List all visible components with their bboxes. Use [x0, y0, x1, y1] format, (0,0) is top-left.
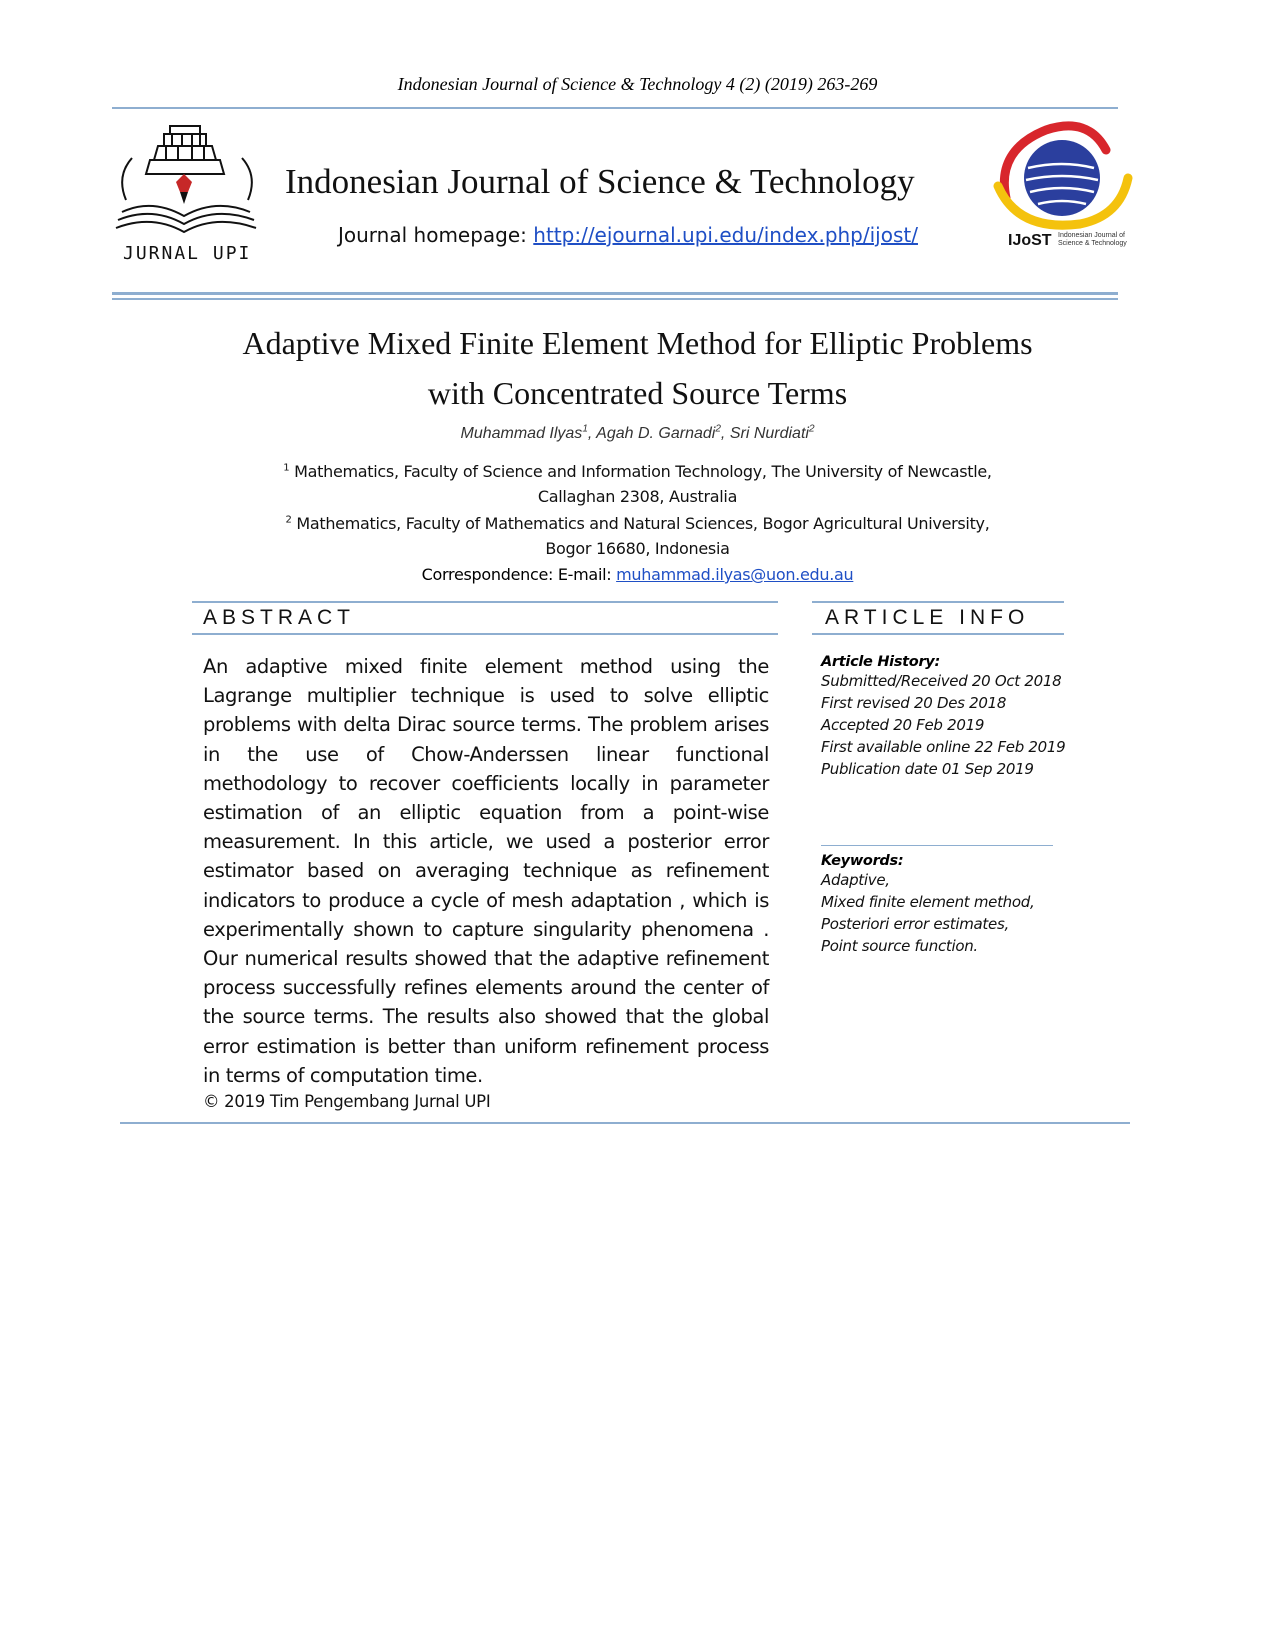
homepage-link[interactable]: http://ejournal.upi.edu/index.php/ijost/: [533, 223, 918, 247]
author: [730, 425, 815, 442]
correspondence: [0, 565, 1275, 584]
history-item: Submitted/Received 20 Oct 2018: [821, 672, 1062, 690]
affiliation-2: [0, 514, 1275, 558]
running-head: Indonesian Journal of Science & Technology 4 (2) (2019) 263-269: [397, 74, 878, 94]
author-sup: 2: [808, 424, 815, 435]
homepage-label: Journal homepage:: [338, 223, 534, 247]
affiliation-text: Mathematics, Faculty of Science and Information Technology, The University of Newcastle,: [294, 462, 992, 481]
affiliation-1-line2: Callaghan 2308, Australia: [537, 487, 738, 506]
history-item: First revised 20 Des 2018: [821, 694, 1007, 712]
history-item: Publication date 01 Sep 2019: [821, 760, 1034, 778]
keyword-item: Point source function.: [821, 937, 978, 955]
copyright-notice: © 2019 Tim Pengembang Jurnal UPI: [203, 1092, 491, 1111]
author-sep: ,: [720, 425, 730, 443]
article-info-bottom-rule: [812, 633, 1064, 635]
keywords: [821, 853, 1034, 957]
abstract-top-rule: [192, 601, 778, 603]
history-item: Accepted 20 Feb 2019: [821, 716, 985, 734]
keywords-rule: [821, 845, 1053, 846]
affiliation-text: Mathematics, Faculty of Mathematics and Natural Sciences, Bogor Agricultural University,: [296, 514, 990, 533]
article-info-heading: ARTICLE INFO: [825, 606, 1030, 629]
author-sup: 2: [715, 424, 721, 435]
author-name: Agah D. Garnadi: [596, 425, 716, 443]
author-sep: ,: [587, 425, 597, 443]
author: [460, 425, 596, 442]
affiliation-sup: 1: [283, 462, 290, 474]
author-name: Muhammad Ilyas: [460, 425, 583, 443]
article-history: [821, 654, 1065, 780]
author-list: [0, 424, 1275, 443]
history-item: First available online 22 Feb 2019: [821, 738, 1066, 756]
header-bottom-rule-1: [112, 292, 1118, 295]
footer-rule: [120, 1122, 1130, 1124]
paper-title: [150, 318, 1125, 418]
journal-title: Indonesian Journal of Science & Technology: [285, 162, 915, 201]
affiliation-sup: 2: [285, 514, 292, 526]
keyword-item: Adaptive,: [821, 871, 890, 889]
abstract-bottom-rule: [192, 633, 778, 635]
author-name: Sri Nurdiati: [729, 425, 809, 443]
keyword-item: Posteriori error estimates,: [821, 915, 1009, 933]
affiliation-1: [0, 462, 1275, 506]
article-history-label: Article History:: [821, 654, 940, 670]
affiliation-1-line1: [0, 462, 1275, 481]
ijost-logo: [988, 120, 1138, 240]
keywords-label: Keywords:: [821, 853, 904, 869]
abstract-text: An adaptive mixed finite element method using the Lagrange multiplier technique is used to solve elliptic problems with delta Dirac source terms. The problem arises in the use of Chow-Anderssen linear functional methodology to recover coefficients locally in parameter estimation of an elliptic equation from a point-wise measurement. In this article, we used a posterior error estimator based on averaging technique as refinement indicators to produce a cycle of mesh adaptation , which is experimentally shown to capture singularity phenomena . Our numerical results showed that the adaptive refinement process successfully refines elements around the center of the source terms. The results also showed that the global error estimation is better than uniform refinement process in terms of computation time.: [203, 655, 769, 1087]
article-info-top-rule: [812, 601, 1064, 603]
abstract-heading: ABSTRACT: [203, 606, 356, 629]
affiliation-2-line2: Bogor 16680, Indonesia: [545, 539, 730, 558]
ijost-logo-text: IJoST: [1008, 232, 1052, 249]
correspondence-label: Correspondence: E-mail:: [421, 565, 617, 584]
paper-title-line1: Adaptive Mixed Finite Element Method for Elliptic Problems: [242, 325, 1033, 361]
header-bottom-rule-2: [112, 298, 1118, 300]
ijost-logo-subtext: Indonesian Journal of Science & Technology: [1058, 232, 1127, 247]
author: [596, 425, 730, 442]
journal-homepage: [338, 223, 918, 247]
keyword-item: Mixed finite element method,: [821, 893, 1035, 911]
header-top-rule: [112, 107, 1118, 109]
jurnal-upi-logo-text: JURNAL UPI: [123, 243, 252, 264]
paper-title-line2: with Concentrated Source Terms: [427, 375, 848, 411]
affiliation-2-line1: [0, 514, 1275, 533]
author-sup: 1: [582, 424, 588, 435]
correspondence-email-link[interactable]: muhammad.ilyas@uon.edu.au: [616, 565, 854, 584]
